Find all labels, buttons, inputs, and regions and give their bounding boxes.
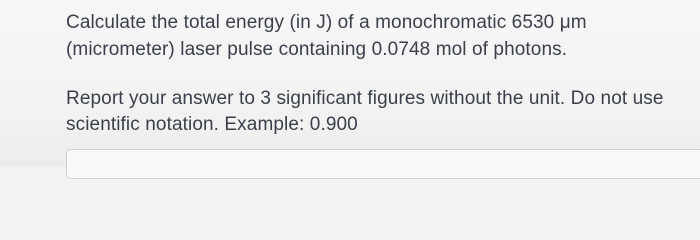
instructions-line-1: Report your answer to 3 significant figures without the unit. Do not use xyxy=(66,88,664,109)
instructions-line-2: scientific notation. Example: 0.900 xyxy=(66,114,358,135)
answer-input[interactable] xyxy=(67,150,700,178)
answer-instructions xyxy=(66,86,696,138)
answer-field-container[interactable] xyxy=(66,149,700,179)
question-text xyxy=(66,9,686,63)
question-line-1: Calculate the total energy (in J) of a monochromatic 6530 μm xyxy=(66,12,587,33)
question-line-2: (micrometer) laser pulse containing 0.0748 mol of photons. xyxy=(66,39,568,60)
